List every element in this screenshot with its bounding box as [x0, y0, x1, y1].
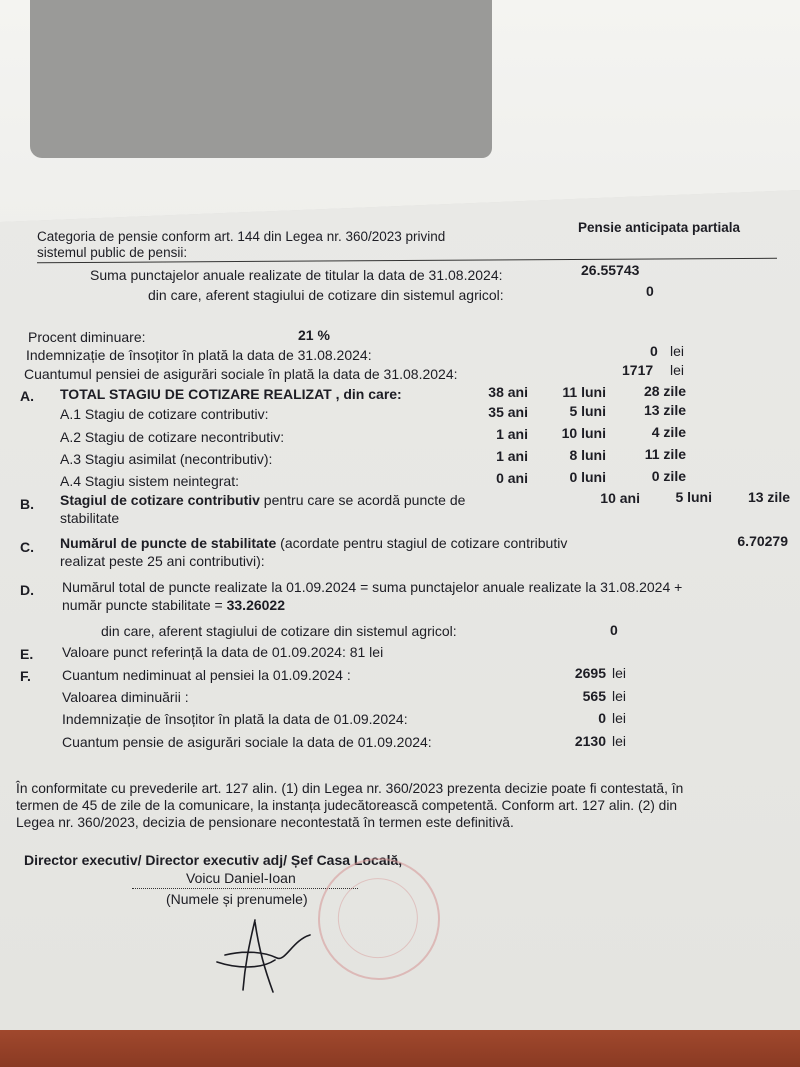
section-a-letter: A. [20, 388, 34, 404]
section-f-row-label: Valoarea diminuării : [62, 689, 189, 705]
section-c-value: 6.70279 [737, 533, 788, 549]
section-a2-zile: 4 zile [651, 424, 686, 440]
section-f-row-value: 2695 [574, 665, 606, 681]
section-a3-label: A.3 Stagiu asimilat (necontributiv): [60, 451, 273, 467]
category-label-line1: Categoria de pensie conform art. 144 din Legea nr. 360/2023 privind [37, 229, 446, 244]
escort-value: 0 [650, 343, 658, 359]
section-f-row-label: Cuantum nediminuat al pensiei la 01.09.2024 : [62, 667, 351, 683]
section-f-row-unit: lei [612, 733, 627, 749]
pension-value: 1717 [622, 362, 654, 378]
section-d-label-line1: Numărul total de puncte realizate la 01.09.2024 = suma punctajelor anuale realizate la 31.08.2024 + [62, 579, 683, 595]
section-d-agri-value: 0 [610, 622, 618, 638]
section-a2-luni: 10 luni [561, 425, 606, 441]
points-agri-label: din care, aferent stagiului de cotizare din sistemul agricol: [148, 287, 504, 303]
legal-text-line3: Legea nr. 360/2023, decizia de pensionare necontestată în termen este definitivă. [16, 815, 514, 830]
legal-text-line1: În conformitate cu prevederile art. 127 alin. (1) din Legea nr. 360/2023 prezenta decizie poate fi contestată, în [16, 781, 684, 796]
section-a1-zile: 13 zile [643, 402, 686, 418]
points-agri-value: 0 [646, 283, 654, 299]
section-d-value: 33.26022 [226, 597, 286, 613]
section-d-agri-label: din care, aferent stagiului de cotizare din sistemul agricol: [101, 623, 457, 639]
section-f-row-unit: lei [612, 688, 627, 704]
section-a-label: TOTAL STAGIU DE COTIZARE REALIZAT , din care: [60, 386, 402, 402]
points-sum-label: Suma punctajelor anuale realizate de titular la data de 31.08.2024: [90, 267, 503, 283]
section-a1-label: A.1 Stagiu de cotizare contributiv: [60, 406, 269, 422]
section-b-label-line2: stabilitate [60, 510, 120, 526]
section-e-label: Valoare punct referință la data de 01.09.2024: 81 lei [62, 644, 384, 660]
background-surface [0, 1030, 800, 1067]
section-a-luni: 11 luni [562, 384, 606, 400]
section-f-row-label: Indemnizație de însoțitor în plată la data de 01.09.2024: [62, 711, 408, 727]
section-c-label: Numărul de puncte de stabilitate (acordate pentru stagiul de cotizare contributiv [60, 535, 568, 551]
category-value: Pensie anticipata partiala [578, 220, 741, 235]
section-a3-zile: 11 zile [644, 446, 686, 462]
stamp-inner-ring [333, 873, 423, 963]
section-a1-luni: 5 luni [569, 403, 606, 419]
section-a4-luni: 0 luni [569, 469, 606, 485]
section-b-luni: 5 luni [675, 489, 712, 505]
signature-line [132, 888, 358, 889]
section-a2-ani: 1 ani [496, 426, 528, 442]
category-label-line2: sistemul public de pensii: [37, 245, 188, 260]
section-f-row-value: 2130 [574, 733, 606, 749]
pension-unit: lei [670, 362, 685, 378]
section-b-label: Stagiul de cotizare contributiv pentru care se acordă puncte de [60, 492, 466, 508]
percent-label: Procent diminuare: [28, 329, 146, 345]
redacted-area [30, 0, 492, 158]
section-b-zile: 13 zile [747, 489, 790, 505]
section-c-label-line2: realizat peste 25 ani contributivi): [60, 553, 265, 569]
section-a4-zile: 0 zile [651, 468, 686, 484]
escort-label: Indemnizație de însoțitor în plată la data de 31.08.2024: [26, 347, 372, 363]
section-a2-label: A.2 Stagiu de cotizare necontributiv: [60, 429, 285, 445]
signatory-title: Director executiv/ Director executiv adj/ Șef Casa Locală, [24, 852, 403, 868]
section-c-letter: C. [20, 539, 34, 555]
section-b-ani: 10 ani [600, 490, 640, 506]
points-sum-value: 26.55743 [581, 262, 640, 278]
section-f-row-unit: lei [612, 710, 627, 726]
section-f-row-value: 565 [582, 688, 606, 704]
section-f-letter: F. [20, 668, 31, 684]
signatory-name: Voicu Daniel-Ioan [186, 870, 296, 886]
section-a-ani: 38 ani [488, 384, 528, 400]
section-f-row-unit: lei [612, 665, 627, 681]
section-a3-ani: 1 ani [496, 448, 528, 464]
section-a-zile: 28 zile [643, 383, 686, 399]
legal-text-line2: termen de 45 de zile de la comunicare, la instanța judecătorească competentă. Conform art. 127 alin. (2) din [16, 798, 678, 813]
handwritten-signature [215, 910, 325, 1000]
percent-value: 21 % [298, 327, 330, 343]
section-b-letter: B. [20, 496, 34, 512]
signatory-caption: (Numele și prenumele) [166, 891, 308, 907]
section-a4-ani: 0 ani [496, 470, 528, 486]
section-e-letter: E. [20, 646, 34, 662]
escort-unit: lei [670, 343, 685, 359]
pension-label: Cuantumul pensiei de asigurări sociale în plată la data de 31.08.2024: [24, 366, 458, 382]
section-a3-luni: 8 luni [569, 447, 606, 463]
section-d-label-line2: număr puncte stabilitate = 33.26022 [62, 597, 286, 613]
section-f-row-value: 0 [598, 710, 606, 726]
section-f-row-label: Cuantum pensie de asigurări sociale la data de 01.09.2024: [62, 734, 432, 750]
section-d-letter: D. [20, 582, 34, 598]
section-a4-label: A.4 Stagiu sistem neintegrat: [60, 473, 239, 489]
section-a1-ani: 35 ani [488, 404, 528, 420]
